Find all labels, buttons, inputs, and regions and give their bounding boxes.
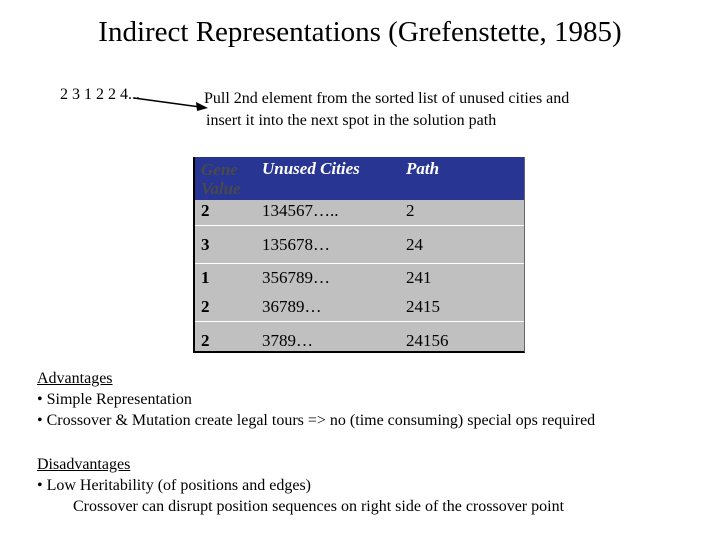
cell-unused: 3789… <box>262 331 313 350</box>
cell-gene: 2 <box>201 331 210 350</box>
table-row <box>195 201 524 231</box>
advantage-item: • Crossover & Mutation create legal tours => no (time consuming) special ops required <box>37 412 596 429</box>
row-divider <box>195 225 524 226</box>
disadvantages-heading: Disadvantages <box>37 456 131 473</box>
cell-unused: 135678… <box>262 235 330 254</box>
cell-path: 241 <box>406 268 432 287</box>
cell-gene: 2 <box>201 201 210 220</box>
cell-gene: 1 <box>201 268 210 287</box>
header-gene-value <box>201 160 241 198</box>
cell-gene: 2 <box>201 297 210 316</box>
table-row <box>195 268 524 298</box>
table-row <box>195 235 524 265</box>
disadvantage-subitem: Crossover can disrupt position sequences on right side of the crossover point <box>73 498 565 515</box>
description-line-2: insert it into the next spot in the solution path <box>206 112 497 129</box>
header-gene-line1: Gene <box>201 160 238 179</box>
header-path: Path <box>406 159 440 178</box>
cell-path: 24156 <box>406 331 449 350</box>
cell-path: 24 <box>406 235 423 254</box>
table-row <box>195 297 524 327</box>
cell-path: 2 <box>406 201 415 220</box>
row-divider <box>195 263 524 264</box>
gene-sequence: 2 3 1 2 2 4... <box>60 86 140 103</box>
slide-title: Indirect Representations (Grefenstette, 1985) <box>98 16 622 48</box>
cell-gene: 3 <box>201 235 210 254</box>
advantage-item: • Simple Representation <box>37 391 192 408</box>
header-unused-cities: Unused Cities <box>262 159 360 178</box>
description-line-1: Pull 2nd element from the sorted list of unused cities and <box>204 90 570 107</box>
header-gene-line2: Value <box>201 179 241 198</box>
cell-unused: 356789… <box>262 268 330 287</box>
decoding-table <box>193 157 525 353</box>
disadvantage-item: • Low Heritability (of positions and edges) <box>37 477 311 494</box>
disadvantages-section <box>37 454 564 517</box>
table-header <box>195 157 524 200</box>
table-row <box>195 331 524 361</box>
cell-path: 2415 <box>406 297 440 316</box>
cell-unused: 36789… <box>262 297 322 316</box>
cell-unused: 134567….. <box>262 201 339 220</box>
row-divider <box>195 321 524 322</box>
advantages-section <box>37 368 595 431</box>
description <box>204 88 569 132</box>
advantages-heading: Advantages <box>37 370 113 387</box>
arrow-icon <box>132 96 212 112</box>
